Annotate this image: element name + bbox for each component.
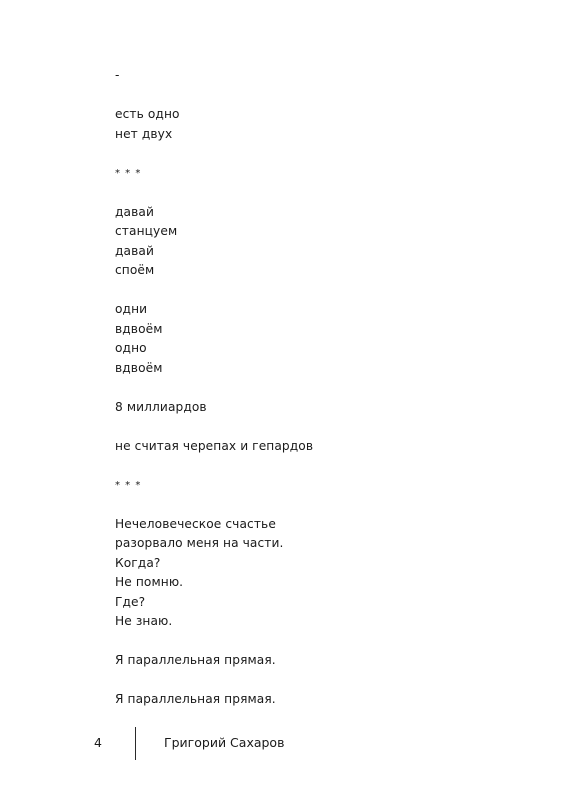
stanza-break (115, 632, 535, 652)
stanza-break (115, 378, 535, 398)
poem-line: Когда? (115, 555, 161, 570)
poem-line: одно (115, 341, 147, 355)
poem-line: вдвоём (115, 321, 163, 336)
page-number: 4 (94, 735, 102, 750)
stanza-break (115, 183, 535, 203)
stanza-break (115, 281, 535, 301)
stanza-break (115, 671, 535, 691)
poem-line: вдвоём (115, 360, 163, 375)
page-footer (0, 727, 571, 761)
poem-line: Не помню. (115, 575, 184, 589)
poem-line: Не знаю. (115, 614, 173, 628)
poem-line: 8 миллиардов (115, 399, 207, 414)
poem-line: давай (115, 243, 154, 258)
poem-line: не считая черепах и гепардов (115, 438, 314, 453)
poem-line: есть одно (115, 107, 180, 121)
poem-line: разорвало меня на части. (115, 536, 284, 550)
stanza-break (115, 144, 535, 164)
footer-divider (135, 727, 136, 760)
poem-line: Я параллельная прямая. (115, 653, 276, 667)
poem-line: одни (115, 302, 148, 316)
author-name: Григорий Сахаров (164, 735, 285, 750)
poem-line: станцуем (115, 224, 178, 238)
poem-line: споём (115, 263, 155, 277)
poem-line: Я параллельная прямая. (115, 692, 276, 706)
poem-line: Где? (115, 594, 146, 609)
stanza-break (115, 495, 535, 515)
section-separator: * * * (115, 479, 142, 491)
section-separator: * * * (115, 167, 142, 179)
poem-text (115, 66, 535, 710)
poem-line: давай (115, 204, 154, 219)
poem-line: Нечеловеческое счастье (115, 516, 276, 531)
stanza-break (115, 417, 535, 437)
stanza-break (115, 86, 535, 106)
poem-line: - (115, 68, 120, 82)
poem-line: нет двух (115, 126, 173, 141)
stanza-break (115, 456, 535, 476)
